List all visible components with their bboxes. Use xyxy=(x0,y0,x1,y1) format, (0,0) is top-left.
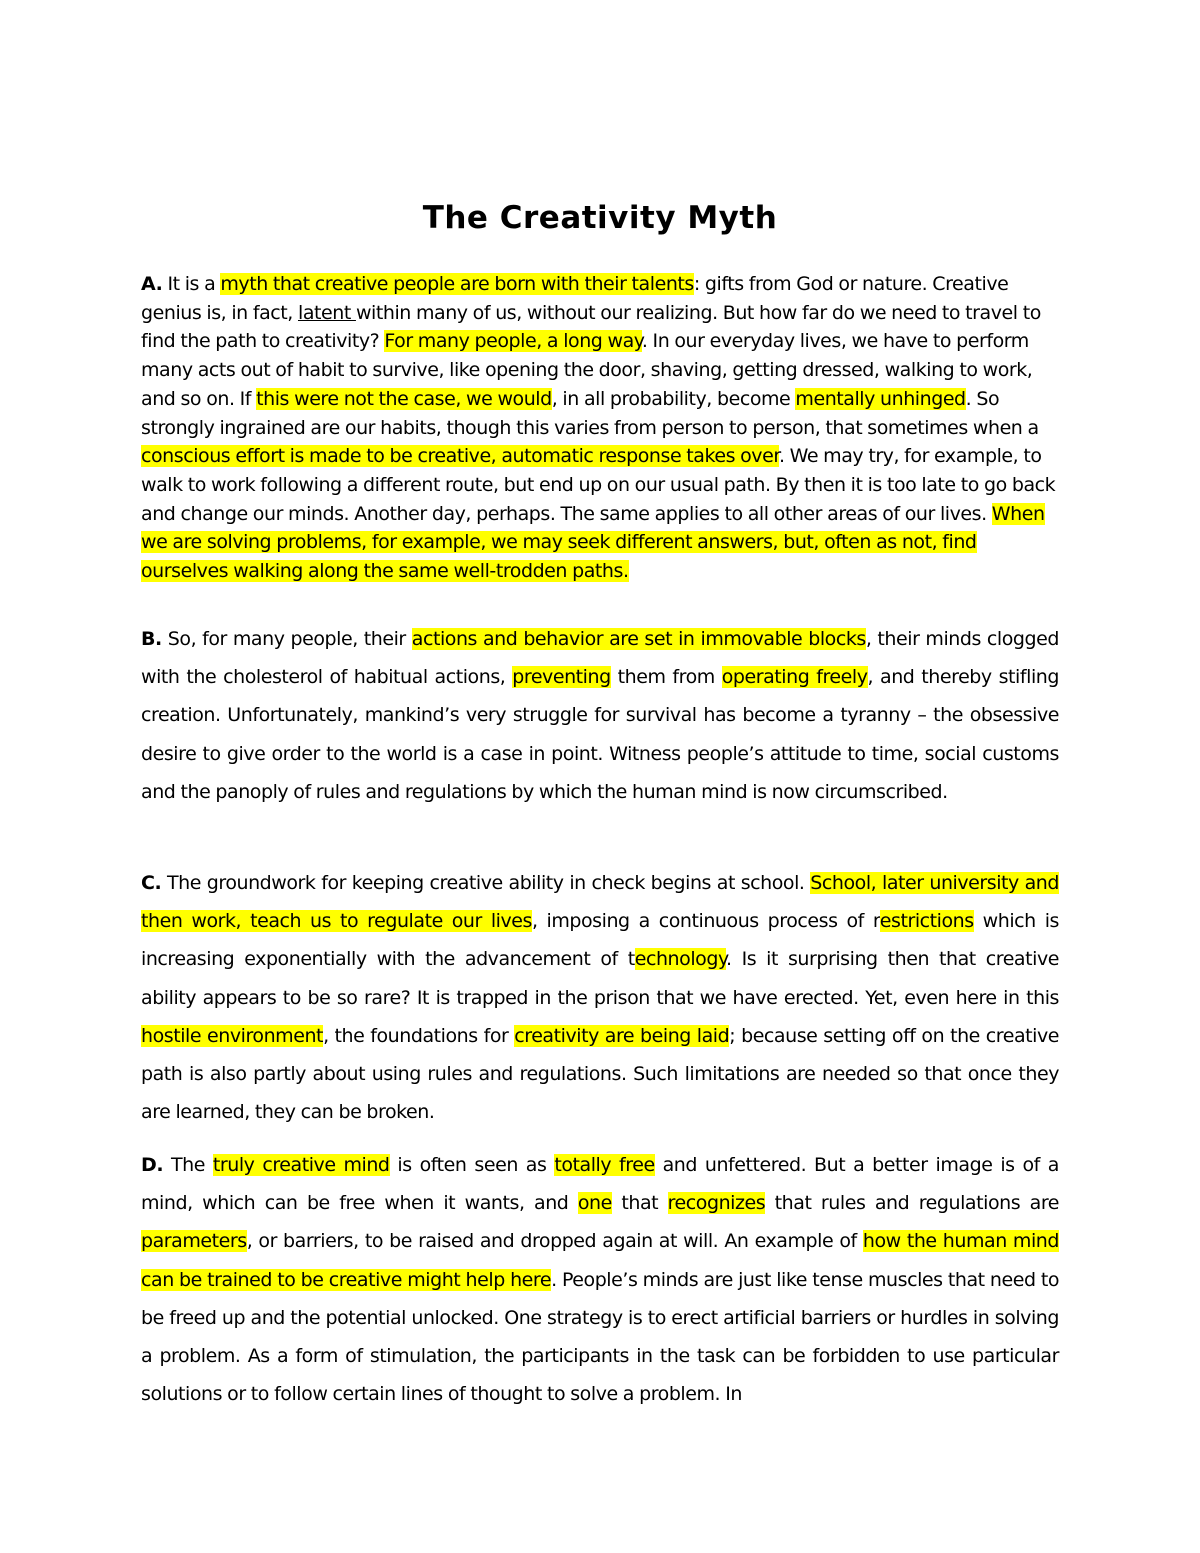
highlighted-text: recognizes xyxy=(667,1192,766,1215)
text-segment: that rules and regulations are xyxy=(765,1192,1060,1215)
text-segment: them from xyxy=(610,666,722,689)
text-segment: ; because setting off on the creative path is also partly about using rules and regulations. Such limitations are needed so that once they are learned, they can be broken. xyxy=(141,1024,1060,1124)
paragraph-letter: A. xyxy=(141,273,163,295)
text-segment: , the foundations for xyxy=(323,1024,515,1047)
text-segment: , their minds clogged with the cholesterol of habitual actions, xyxy=(141,628,1059,689)
text-segment: , imposing a continuous process of r xyxy=(531,910,880,933)
paragraph-b xyxy=(141,620,1059,811)
document-title: The Creativity Myth xyxy=(422,200,778,236)
highlighted-text: When we are solving problems, for example, we may seek different answers, but, often as not, find ourselves walking along the same well-trodden paths. xyxy=(141,502,1045,583)
highlighted-text: hostile environment xyxy=(141,1024,324,1047)
paragraph-c xyxy=(141,864,1059,1131)
paragraph-a xyxy=(141,270,1059,586)
highlighted-text: how the human mind can be trained to be creative might help here xyxy=(141,1230,1060,1291)
paragraph-letter: B. xyxy=(141,628,162,650)
highlighted-text: parameters xyxy=(141,1230,247,1253)
highlighted-text: this were not the case, we would xyxy=(256,387,552,410)
highlighted-text: actions and behavior are set in immovable blocks xyxy=(411,628,866,650)
highlighted-text: mentally unhinged xyxy=(795,387,966,410)
highlighted-text: truly creative mind xyxy=(212,1154,390,1176)
text-segment: The xyxy=(163,1154,213,1176)
paragraph-letter: C. xyxy=(141,872,162,894)
paragraph-d xyxy=(141,1146,1059,1413)
text-segment: . Is it surprising then that creative ability appears to be so rare? It is trapped in the prison that we have erected. Yet, even here in this xyxy=(141,948,1059,1009)
text-segment: is often seen as xyxy=(389,1154,555,1176)
text-segment: It is a xyxy=(162,273,221,295)
text-segment: which is increasing exponentially with the advancement of t xyxy=(141,910,1059,971)
text-segment: , and thereby stifling creation. Unfortunately, mankind’s very struggle for survival has become a tyranny – the obsessive desire to give order to the world is a case in point. Witness people’s attitude to time, social customs and the panoply of rules and regulations by which the human mind is now circumscribed. xyxy=(141,666,1059,803)
text-segment: . People’s minds are just like tense muscles that need to be freed up and the potential unlocked. One strategy is to erect artificial barriers or hurdles in solving a problem. As a form of stimulation, the participants in the task can be forbidden to use particular solutions or to follow certain lines of thought to solve a problem. In xyxy=(141,1268,1060,1406)
highlighted-text: preventing xyxy=(512,666,611,689)
text-segment: . We may try, for example, to walk to work following a different route, but end up on our usual path. By then it is too late to go back and change our minds. Another day, perhaps. The same applies to all other areas of our lives. xyxy=(141,445,1056,525)
text-segment: : gifts from God or nature. Creative genius is, in fact, xyxy=(141,273,1009,324)
highlighted-text: For many people, a long way xyxy=(384,330,642,353)
highlighted-text: School, later university and then work, teach us to regulate our lives xyxy=(141,872,1060,933)
text-segment: , in all probability, become xyxy=(551,387,796,410)
text-segment: . In our everyday lives, we have to perform many acts out of habit to survive, like opening the door, shaving, getting dressed, walking to work, and so on. If xyxy=(141,330,1033,410)
text-segment: that xyxy=(611,1192,668,1215)
highlighted-text: conscious effort is made to be creative, automatic response takes over xyxy=(141,445,779,468)
underlined-text: latent xyxy=(297,301,356,324)
highlighted-text: totally free xyxy=(554,1154,655,1176)
paragraph-letter: D. xyxy=(141,1154,164,1176)
text-segment: So, for many people, their xyxy=(161,628,412,650)
highlighted-text: creativity are being laid xyxy=(514,1024,730,1047)
text-segment: , or barriers, to be raised and dropped again at will. An example of xyxy=(246,1230,863,1253)
text-segment: . So strongly ingrained are our habits, though this varies from person to person, that sometimes when a xyxy=(141,387,1039,439)
text-segment: within many of us, without our realizing. But how far do we need to travel to find the path to creativity? xyxy=(141,301,1041,353)
highlighted-text: one xyxy=(577,1192,612,1215)
highlighted-text: myth that creative people are born with their talents xyxy=(220,273,694,295)
highlighted-text: operating freely xyxy=(721,666,868,689)
highlighted-text: estrictions xyxy=(879,910,974,933)
highlighted-text: echnology xyxy=(634,948,727,971)
text-segment: and unfettered. But a better image is of a mind, which can be free when it wants, and xyxy=(141,1154,1059,1215)
text-segment: The groundwork for keeping creative ability in check begins at school. xyxy=(161,872,811,894)
